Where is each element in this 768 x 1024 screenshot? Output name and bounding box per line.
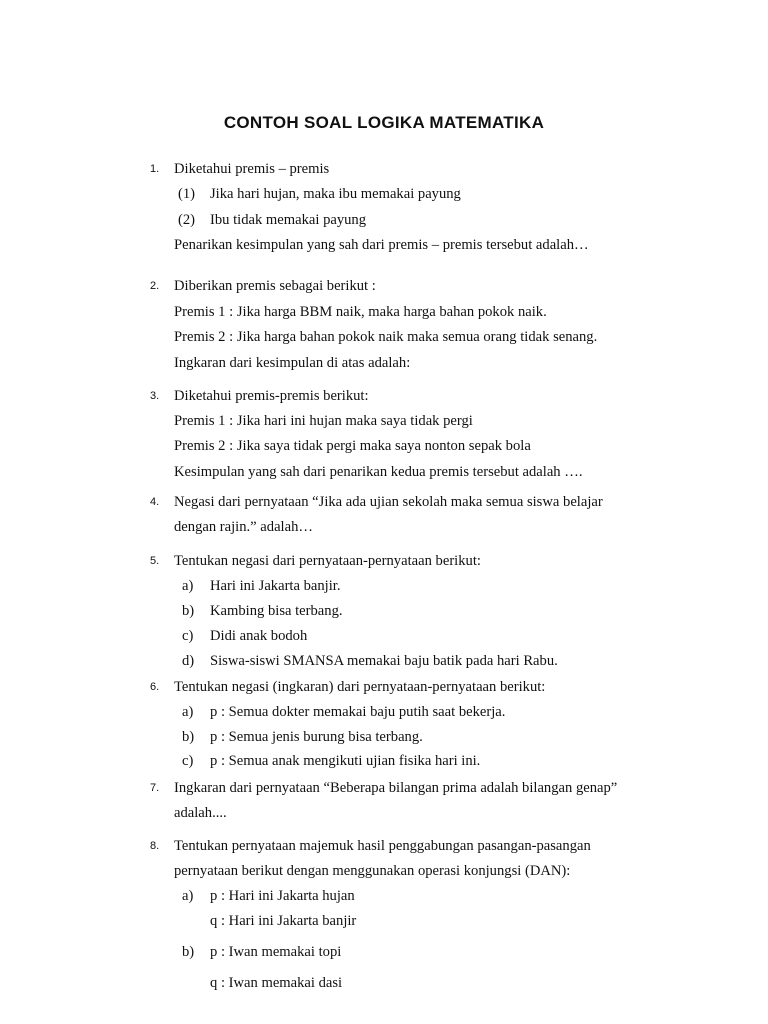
question-text: Diberikan premis sebagai berikut : — [174, 278, 376, 294]
question-text: Kesimpulan yang sah dari penarikan kedua premis tersebut adalah …. — [174, 464, 583, 480]
item-text: Siswa-siswi SMANSA memakai baju batik pada hari Rabu. — [210, 653, 558, 669]
question-number: 3. — [150, 390, 160, 402]
item-text: Didi anak bodoh — [210, 628, 308, 644]
premise-text: Jika hari hujan, maka ibu memakai payung — [210, 186, 461, 202]
premise-label: (1) — [178, 186, 196, 202]
premise-text: Premis 2 : Jika saya tidak pergi maka saya nonton sepak bola — [174, 438, 531, 454]
item-label: b) — [182, 729, 195, 745]
question-text: Ingkaran dari kesimpulan di atas adalah: — [174, 355, 411, 371]
question-text: Penarikan kesimpulan yang sah dari premis – premis tersebut adalah… — [174, 237, 589, 253]
question-text: dengan rajin.” adalah… — [174, 519, 313, 535]
item-text: q : Hari ini Jakarta banjir — [210, 913, 357, 929]
premise-text: Premis 1 : Jika hari ini hujan maka saya tidak pergi — [174, 413, 473, 429]
question-text: Diketahui premis-premis berikut: — [174, 388, 369, 404]
question-number: 7. — [150, 782, 160, 794]
premise-text: Ibu tidak memakai payung — [210, 212, 367, 228]
item-label: a) — [182, 704, 194, 720]
item-label: c) — [182, 628, 194, 644]
item-text: p : Semua jenis burung bisa terbang. — [210, 729, 423, 745]
question-number: 5. — [150, 555, 160, 567]
question-number: 4. — [150, 496, 160, 508]
question-number: 2. — [150, 280, 160, 292]
question-text: Ingkaran dari pernyataan “Beberapa bilangan prima adalah bilangan genap” — [174, 780, 618, 796]
question-text: adalah.... — [174, 805, 227, 821]
question-number: 8. — [150, 840, 160, 852]
item-text: p : Semua anak mengikuti ujian fisika hari ini. — [210, 753, 481, 769]
question-text: pernyataan berikut dengan menggunakan operasi konjungsi (DAN): — [174, 863, 571, 879]
item-label: c) — [182, 753, 194, 769]
premise-text: Premis 1 : Jika harga BBM naik, maka harga bahan pokok naik. — [174, 304, 547, 320]
question-text: Tentukan negasi dari pernyataan-pernyataan berikut: — [174, 553, 481, 569]
item-label: d) — [182, 653, 195, 669]
question-text: Tentukan pernyataan majemuk hasil penggabungan pasangan-pasangan — [174, 838, 591, 854]
premise-label: (2) — [178, 212, 196, 228]
item-text: Kambing bisa terbang. — [210, 603, 343, 619]
item-label: b) — [182, 944, 195, 960]
item-label: a) — [182, 578, 194, 594]
question-number: 1. — [150, 163, 160, 175]
question-text: Negasi dari pernyataan “Jika ada ujian sekolah maka semua siswa belajar — [174, 494, 603, 510]
premise-text: Premis 2 : Jika harga bahan pokok naik maka semua orang tidak senang. — [174, 329, 598, 345]
item-label: a) — [182, 888, 194, 904]
question-text: Tentukan negasi (ingkaran) dari pernyataan-pernyataan berikut: — [174, 679, 546, 695]
item-text: p : Semua dokter memakai baju putih saat bekerja. — [210, 704, 506, 720]
item-text: q : Iwan memakai dasi — [210, 975, 343, 991]
page-title: CONTOH SOAL LOGIKA MATEMATIKA — [223, 113, 545, 132]
item-text: Hari ini Jakarta banjir. — [210, 578, 341, 594]
item-text: p : Iwan memakai topi — [210, 944, 342, 960]
item-label: b) — [182, 603, 195, 619]
question-text: Diketahui premis – premis — [174, 161, 330, 177]
item-text: p : Hari ini Jakarta hujan — [210, 888, 355, 904]
question-number: 6. — [150, 681, 160, 693]
